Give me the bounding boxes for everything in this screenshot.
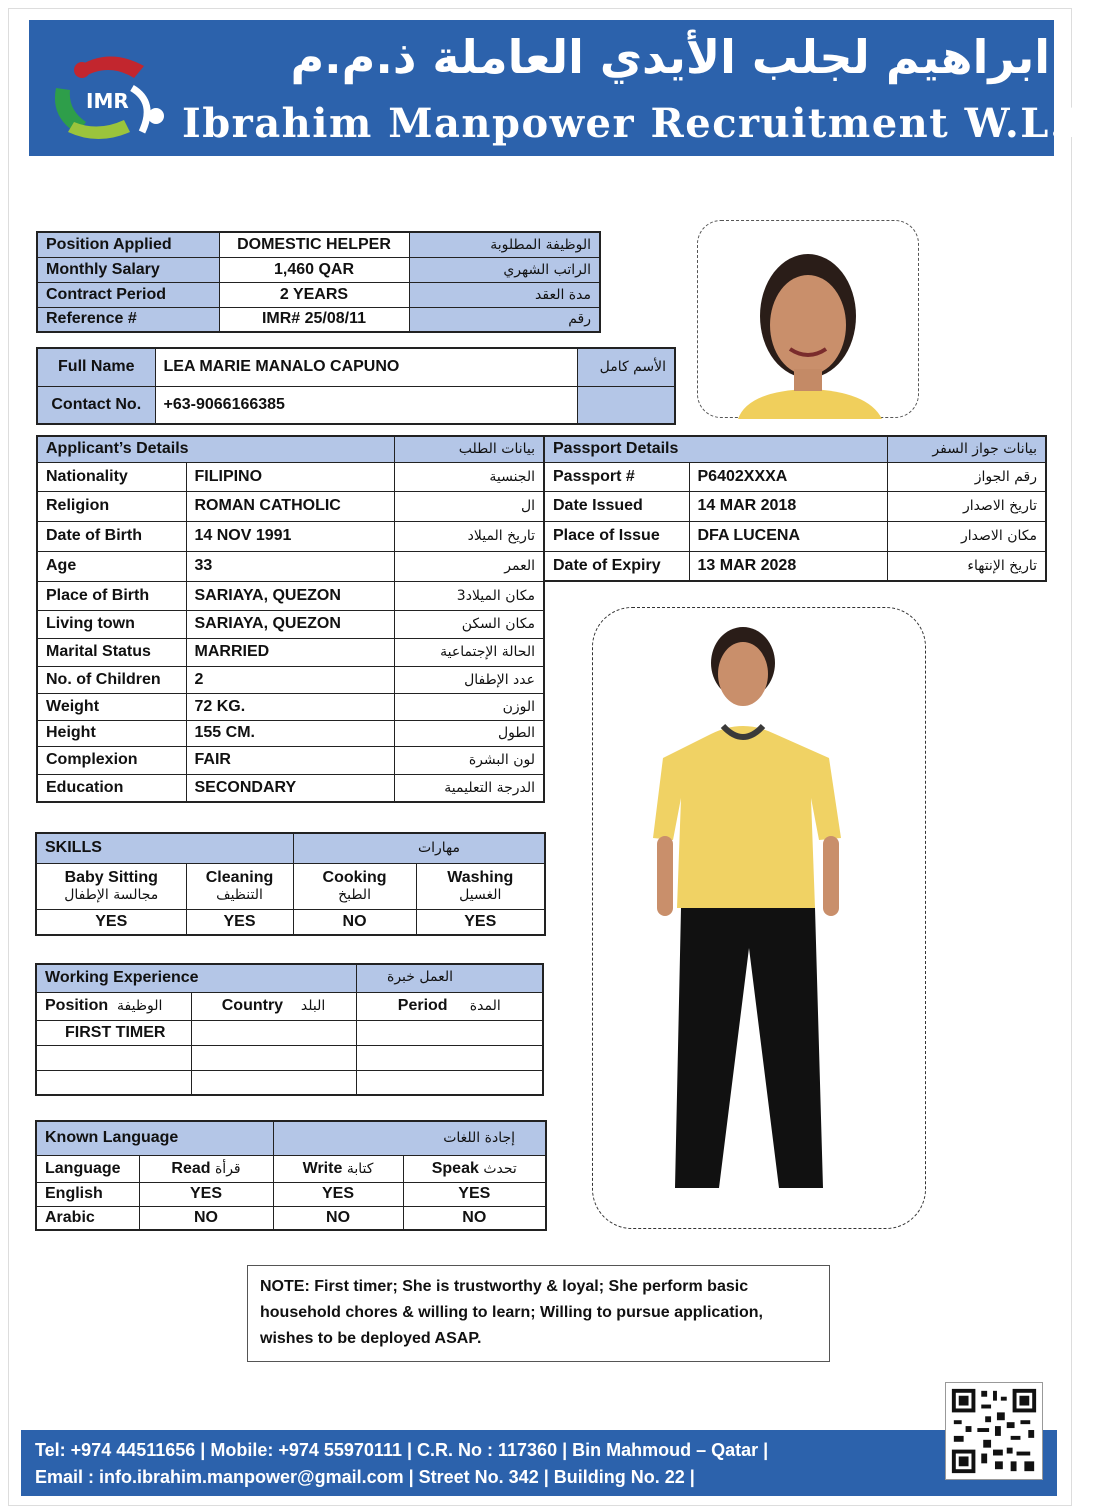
religion-value: ROMAN CATHOLIC [186, 491, 394, 521]
col-read [139, 1155, 273, 1182]
date-of-expiry-label: Date of Expiry [544, 551, 689, 581]
skill-cleaning [186, 863, 293, 909]
table-row [37, 348, 675, 386]
date-issued-ar: تاريخ الاصدار [887, 491, 1046, 521]
empty-cell [356, 1045, 543, 1070]
date-of-expiry-ar: تاريخ الإنتهاء [887, 551, 1046, 581]
table-row [37, 551, 544, 581]
education-value: SECONDARY [186, 774, 394, 802]
living-town-label: Living town [37, 610, 186, 638]
position-table [36, 231, 601, 333]
marital-status-ar: الحالة الإجتماعية [394, 638, 544, 666]
place-of-birth-ar: مكان الميلاد3 [394, 581, 544, 610]
skill-value: YES [186, 909, 293, 935]
col-position-ar: الوظيفة [117, 998, 163, 1014]
footer-line-phone: Tel: +974 44511656 | Mobile: +974 55970111 | C.R. No : 117360 | Bin Mahmoud – Qatar | [35, 1440, 769, 1460]
skill-value: YES [416, 909, 545, 935]
skills-table [35, 832, 546, 936]
col-read-ar: قرأة [214, 1160, 241, 1177]
contact-ar-empty [577, 386, 675, 424]
applicant-details-table [36, 435, 545, 803]
dob-value: 14 NOV 1991 [186, 521, 394, 551]
logo-text: IMR [86, 89, 129, 113]
nationality-label: Nationality [37, 462, 186, 491]
col-speak [403, 1155, 546, 1182]
table-row [37, 774, 544, 802]
nationality-ar: الجنسية [394, 462, 544, 491]
skill-label: Cleaning [205, 869, 274, 886]
col-position-label: Position [45, 997, 109, 1014]
note-line: wishes to be deployed ASAP. [260, 1330, 482, 1347]
religion-label: Religion [37, 491, 186, 521]
skills-title-ar: مهارات [293, 833, 545, 863]
table-row [37, 746, 544, 774]
col-read-label: Read [171, 1159, 211, 1177]
dob-ar: تاريخ الميلاد [394, 521, 544, 551]
table-header-row [36, 833, 545, 863]
note-box [247, 1265, 830, 1362]
skill-label-ar: الطبخ [338, 887, 371, 903]
contract-period-label: Contract Period [37, 282, 219, 307]
qr-code-icon [945, 1382, 1043, 1480]
headshot-photo [697, 220, 919, 418]
skill-label-ar: التنظيف [216, 887, 263, 903]
skill-label-ar: مجالسة الإطفال [64, 887, 159, 903]
skill-cooking [293, 863, 416, 909]
table-header-row [36, 964, 543, 992]
children-label: No. of Children [37, 666, 186, 693]
col-country [191, 992, 356, 1020]
living-town-ar: مكان السكن [394, 610, 544, 638]
language-read: NO [139, 1206, 273, 1230]
age-value: 33 [186, 551, 394, 581]
skill-value: YES [36, 909, 186, 935]
col-period-ar: المدة [469, 998, 501, 1014]
full-name-label: Full Name [37, 348, 155, 386]
table-row [36, 1070, 543, 1095]
monthly-salary-ar: الراتب الشهري [409, 257, 600, 282]
skill-washing [416, 863, 545, 909]
col-period-label: Period [397, 997, 448, 1014]
table-row [37, 666, 544, 693]
table-row [37, 638, 544, 666]
complexion-ar: لون البشرة [394, 746, 544, 774]
height-label: Height [37, 720, 186, 746]
experience-period-value [356, 1020, 543, 1045]
table-row [37, 720, 544, 746]
weight-value: 72 KG. [186, 693, 394, 720]
full-name-value: LEA MARIE MANALO CAPUNO [155, 348, 577, 386]
table-row [544, 521, 1046, 551]
col-speak-label: Speak [431, 1159, 479, 1177]
position-applied-value: DOMESTIC HELPER [219, 232, 409, 257]
marital-status-label: Marital Status [37, 638, 186, 666]
table-row [36, 909, 545, 935]
col-country-ar: البلد [300, 998, 326, 1014]
company-logo-icon [48, 48, 168, 148]
date-issued-value: 14 MAR 2018 [689, 491, 887, 521]
skills-title: SKILLS [36, 833, 293, 863]
table-row [37, 257, 600, 282]
table-row [36, 863, 545, 909]
working-experience-table [35, 963, 544, 1096]
age-label: Age [37, 551, 186, 581]
table-row [37, 610, 544, 638]
language-speak: NO [403, 1206, 546, 1230]
age-ar: العمر [394, 551, 544, 581]
empty-cell [36, 1070, 191, 1095]
language-write: NO [273, 1206, 403, 1230]
passport-details-title-ar: بيانات جواز السفر [887, 436, 1046, 462]
note-line: household chores & willing to learn; Willing to pursue application, [260, 1304, 763, 1321]
table-row [37, 282, 600, 307]
footer-line-email: Email : info.ibrahim.manpower@gmail.com | Street No. 342 | Building No. 22 | [35, 1467, 695, 1487]
header-title-arabic: ابراهيم لجلب الأيدي العاملة ذ.م.م [290, 30, 1050, 84]
headshot-image [698, 221, 920, 419]
full-name-ar: الأسم كامل [577, 348, 675, 386]
education-ar: الدرجة التعليمية [394, 774, 544, 802]
marital-status-value: MARRIED [186, 638, 394, 666]
applicant-details-title-ar: بيانات الطلب [394, 436, 544, 462]
table-row [37, 307, 600, 332]
complexion-value: FAIR [186, 746, 394, 774]
col-write-ar: كتابة [346, 1160, 374, 1177]
table-header-row [37, 436, 544, 462]
place-of-issue-value: DFA LUCENA [689, 521, 887, 551]
skill-label: Cooking [322, 869, 387, 886]
experience-title: Working Experience [45, 969, 199, 987]
reference-value: IMR# 25/08/11 [219, 307, 409, 332]
experience-title-cell [36, 964, 453, 992]
position-applied-ar: الوظيفة المطلوبة [409, 232, 600, 257]
table-row [36, 1045, 543, 1070]
living-town-value: SARIAYA, QUEZON [186, 610, 394, 638]
header-title-english: Ibrahim Manpower Recruitment W.L.L [182, 100, 1095, 147]
skill-label: Washing [447, 869, 514, 886]
col-position [36, 992, 191, 1020]
table-row [37, 386, 675, 424]
contact-value: +63-9066166385 [155, 386, 577, 424]
height-value: 155 CM. [186, 720, 394, 746]
skill-baby-sitting [36, 863, 186, 909]
empty-cell [191, 1045, 356, 1070]
language-name: English [36, 1182, 139, 1206]
dob-label: Date of Birth [37, 521, 186, 551]
date-of-expiry-value: 13 MAR 2028 [689, 551, 887, 581]
footer-contact-bar [21, 1430, 1057, 1496]
col-speak-ar: تحدث [483, 1160, 517, 1177]
nationality-value: FILIPINO [186, 462, 394, 491]
monthly-salary-value: 1,460 QAR [219, 257, 409, 282]
table-row [544, 491, 1046, 521]
table-row [36, 992, 543, 1020]
language-read: YES [139, 1182, 273, 1206]
religion-ar: ال [394, 491, 544, 521]
table-row [37, 521, 544, 551]
passport-details-title: Passport Details [544, 436, 887, 462]
col-write-label: Write [302, 1159, 343, 1177]
height-ar: الطول [394, 720, 544, 746]
place-of-birth-value: SARIAYA, QUEZON [186, 581, 394, 610]
table-row [36, 1206, 546, 1230]
table-row [544, 551, 1046, 581]
table-header-row [36, 1121, 546, 1155]
complexion-label: Complexion [37, 746, 186, 774]
note-line: NOTE: First timer; She is trustworthy & loyal; She perform basic [260, 1278, 749, 1295]
experience-country-value [191, 1020, 356, 1045]
language-title: Known Language [36, 1121, 273, 1155]
experience-position-value: FIRST TIMER [36, 1020, 191, 1045]
empty-cell [191, 1070, 356, 1095]
language-name: Arabic [36, 1206, 139, 1230]
table-header-row [544, 436, 1046, 462]
col-country-label: Country [221, 997, 284, 1014]
full-body-image [593, 608, 927, 1230]
reference-label: Reference # [37, 307, 219, 332]
table-row [36, 1155, 546, 1182]
empty-cell [356, 1070, 543, 1095]
experience-title-ar: العمل خبرة [387, 969, 453, 985]
language-speak: YES [403, 1182, 546, 1206]
known-language-table [35, 1120, 547, 1231]
skill-label-ar: الغسيل [459, 887, 502, 903]
weight-label: Weight [37, 693, 186, 720]
applicant-details-title: Applicant’s Details [37, 436, 394, 462]
monthly-salary-label: Monthly Salary [37, 257, 219, 282]
position-applied-label: Position Applied [37, 232, 219, 257]
skill-label: Baby Sitting [64, 869, 158, 886]
col-period [356, 992, 543, 1020]
weight-ar: الوزن [394, 693, 544, 720]
passport-details-table [543, 435, 1047, 582]
col-write [273, 1155, 403, 1182]
empty-cell [36, 1045, 191, 1070]
children-value: 2 [186, 666, 394, 693]
full-body-photo [592, 607, 926, 1229]
language-write: YES [273, 1182, 403, 1206]
table-row [37, 693, 544, 720]
passport-number-label: Passport # [544, 462, 689, 491]
contract-period-value: 2 YEARS [219, 282, 409, 307]
place-of-issue-label: Place of Issue [544, 521, 689, 551]
table-row [36, 1182, 546, 1206]
table-row [544, 462, 1046, 491]
contract-period-ar: مدة العقد [409, 282, 600, 307]
reference-ar: رقم [409, 307, 600, 332]
children-ar: عدد الإطفال [394, 666, 544, 693]
skill-value: NO [293, 909, 416, 935]
place-of-issue-ar: مكان الاصدار [887, 521, 1046, 551]
place-of-birth-label: Place of Birth [37, 581, 186, 610]
col-language: Language [36, 1155, 139, 1182]
table-row [37, 462, 544, 491]
name-table [36, 347, 676, 425]
table-row [37, 232, 600, 257]
passport-number-value: P6402XXXA [689, 462, 887, 491]
table-row [37, 581, 544, 610]
table-row [37, 491, 544, 521]
contact-label: Contact No. [37, 386, 155, 424]
passport-number-ar: رقم الجواز [887, 462, 1046, 491]
date-issued-label: Date Issued [544, 491, 689, 521]
table-row [36, 1020, 543, 1045]
education-label: Education [37, 774, 186, 802]
language-title-ar: إجادة اللغات [273, 1121, 546, 1155]
